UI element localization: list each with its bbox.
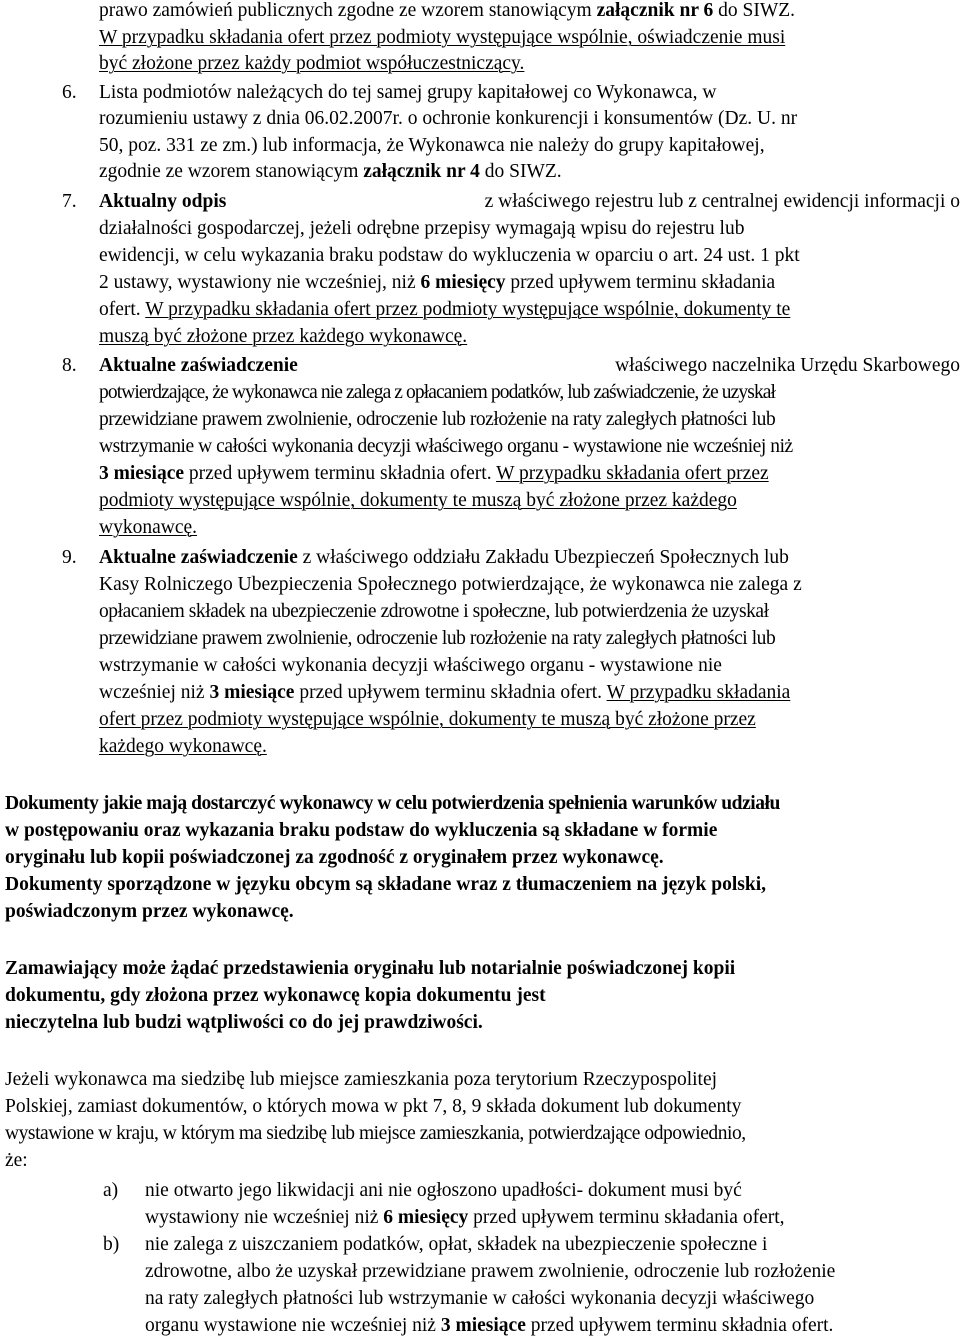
bold-text-line: dokumentu, gdy złożona przez wykonawcę kopia dokumentu jest [5, 985, 546, 1006]
bold-text-line: nieczytelna lub budzi wątpliwości co do jej prawdziwości. [5, 1012, 483, 1033]
bold-text-line: Zamawiający może żądać przedstawienia oryginału lub notarialnie poświadczonej kopii [5, 958, 736, 979]
text-line: potwierdzające, że wykonawca nie zalega z opłacaniem podatków, lub zaświadczenie, że uzyskał [99, 382, 776, 403]
list-number: 9. [62, 547, 77, 568]
text-line: rozumieniu ustawy z dnia 06.02.2007r. o ochronie konkurencji i konsumentów (Dz. U. nr [99, 108, 798, 129]
list-number: 6. [62, 82, 77, 103]
text-span: do SIWZ. [713, 0, 796, 21]
text-line [145, 1205, 785, 1231]
text-line [99, 680, 790, 706]
underlined-text: W przypadku składania ofert przez podmioty występujące wspólnie, dokumenty te [145, 299, 791, 320]
text-span: Lista podmiotów należących do tej samej grupy kapitałowej co Wykonawca, w [99, 82, 717, 103]
text-line: Kasy Rolniczego Ubezpieczenia Społecznego potwierdzające, że wykonawca nie zalega z [99, 574, 802, 595]
bold-text: 3 miesiące [209, 682, 295, 703]
bold-text: Aktualny odpis [99, 191, 227, 212]
bold-text-line: Dokumenty jakie mają dostarczyć wykonawcy w celu potwierdzenia spełnienia warunków udziału [5, 793, 780, 814]
bold-text: 6 miesięcy [383, 1207, 469, 1228]
underlined-text-line: wykonawcę. [99, 517, 198, 538]
text-line: Jeżeli wykonawca ma siedzibę lub miejsce zamieszkania poza terytorium Rzeczypospolitej [5, 1069, 718, 1090]
text-span: przed upływem terminu składnia ofert. [525, 1315, 834, 1336]
text-span: ofert. [99, 299, 146, 320]
text-line [99, 0, 950, 24]
text-line: przewidziane prawem zwolnienie, odroczenie lub rozłożenie na raty zaległych płatności lub [99, 409, 776, 430]
text-line: nie zalega z uiszczaniem podatków, opłat, składek na ubezpieczenie społeczne i [145, 1234, 768, 1255]
text-span: do SIWZ. [479, 161, 562, 182]
underlined-text: W przypadku składania ofert przez [496, 463, 769, 484]
text-line [145, 1313, 833, 1339]
text-span: organu wystawione nie wcześniej niż [145, 1315, 441, 1336]
text-line: wystawione w kraju, w którym ma siedzibę lub miejsce zamieszkania, potwierdzające odpowiednio, [5, 1123, 746, 1144]
text-span: 2 ustawy, wystawiony nie wcześniej, niż [99, 272, 421, 293]
text-line: że: [5, 1150, 28, 1171]
text-span: przed upływem terminu składnia ofert. [184, 463, 497, 484]
list-label: a) [103, 1180, 119, 1201]
list-label: b) [103, 1234, 120, 1255]
text-span: ) lub informacja, że Wykonawca nie należy do grupy kapitałowej, [251, 135, 765, 156]
bold-text: 3 miesiące [99, 463, 185, 484]
text-line: nie otwarto jego likwidacji ani nie ogłoszono upadłości- dokument musi być [145, 1180, 742, 1201]
bold-text-line: poświadczonym przez wykonawcę. [5, 901, 294, 922]
underlined-text: W przypadku składania [606, 682, 791, 703]
bold-text: załącznik nr 4 [363, 161, 480, 182]
text-span: 50, poz. 331 ze zm. [99, 135, 252, 156]
text-line [99, 545, 789, 571]
text-span: właściwego naczelnika Urzędu Skarbowego [615, 355, 960, 376]
text-span: przed upływem terminu składnia ofert. [294, 682, 607, 703]
text-line: ewidencji, w celu wykazania braku podstaw do wykluczenia w oparciu o art. 24 ust. 1 pkt [99, 245, 800, 266]
text-span: wystawiony nie wcześniej niż [145, 1207, 384, 1228]
text-span: prawo zamówień publicznych zgodne ze wzorem stanowiącym [99, 0, 597, 21]
underlined-text-line: W przypadku składania ofert przez podmioty występujące wspólnie, oświadczenie musi [99, 27, 786, 48]
text-line [99, 159, 562, 185]
text-line: wstrzymanie w całości wykonania decyzji właściwego organu - wystawione nie wcześniej niż [99, 436, 793, 457]
bold-text: załącznik nr 6 [596, 0, 714, 21]
text-line [99, 133, 765, 159]
bold-text-line: Dokumenty sporządzone w języku obcym są składane wraz z tłumaczeniem na język polski, [5, 874, 767, 895]
text-span: z właściwego rejestru lub z centralnej ewidencji informacji o [484, 191, 960, 212]
text-line [99, 270, 775, 296]
text-span: przed upływem terminu składania ofert, [468, 1207, 785, 1228]
bold-text: 6 miesięcy [420, 272, 506, 293]
bold-text-line: w postępowaniu oraz wykazania braku podstaw do wykluczenia są składane w formie [5, 820, 718, 841]
text-span: przed upływem terminu składania [505, 272, 776, 293]
text-line [99, 189, 960, 215]
text-line: na raty zaległych płatności lub wstrzymanie w całości wykonania decyzji właściwego [145, 1288, 815, 1309]
text-line [99, 461, 769, 487]
underlined-text-line: podmioty występujące wspólnie, dokumenty te muszą być złożone przez każdego [99, 490, 737, 511]
bold-text: Aktualne zaświadczenie [99, 547, 298, 568]
bold-text: 3 miesiące [440, 1315, 526, 1336]
text-line: zdrowotne, albo że uzyskał przewidziane prawem zwolnienie, odroczenie lub rozłożenie [145, 1261, 836, 1282]
text-line [99, 297, 790, 323]
underlined-text-line: muszą być złożone przez każdego wykonawcę. [99, 326, 468, 347]
text-line: wstrzymanie w całości wykonania decyzji właściwego organu - wystawione nie [99, 655, 722, 676]
underlined-text-line: ofert przez podmioty występujące wspólnie, dokumenty te muszą być złożone przez [99, 709, 756, 730]
text-span: wcześniej niż [99, 682, 210, 703]
bold-text-line: oryginału lub kopii poświadczonej za zgodność z oryginałem przez wykonawcę. [5, 847, 664, 868]
text-line: opłacaniem składek na ubezpieczenie zdrowotne i społeczne, lub potwierdzenia że uzyskał [99, 601, 769, 622]
underlined-text-line: być złożone przez każdy podmiot współuczestniczący. [99, 53, 525, 74]
list-number: 7. [62, 191, 77, 212]
text-line: przewidziane prawem zwolnienie, odroczenie lub rozłożenie na raty zaległych płatności lub [99, 628, 776, 649]
text-line [99, 80, 960, 106]
bold-text: Aktualne zaświadczenie [99, 355, 298, 376]
text-span: z właściwego oddziału Zakładu Ubezpieczeń Społecznych lub [297, 547, 789, 568]
text-line [99, 353, 960, 379]
underlined-text-line: każdego wykonawcę. [99, 736, 267, 757]
text-line: działalności gospodarczej, jeżeli odrębne przepisy wymagają wpisu do rejestru lub [99, 218, 745, 239]
text-span: zgodnie ze wzorem stanowiącym [99, 161, 364, 182]
text-line: Polskiej, zamiast dokumentów, o których mowa w pkt 7, 8, 9 składa dokument lub dokumenty [5, 1096, 742, 1117]
list-number: 8. [62, 355, 77, 376]
